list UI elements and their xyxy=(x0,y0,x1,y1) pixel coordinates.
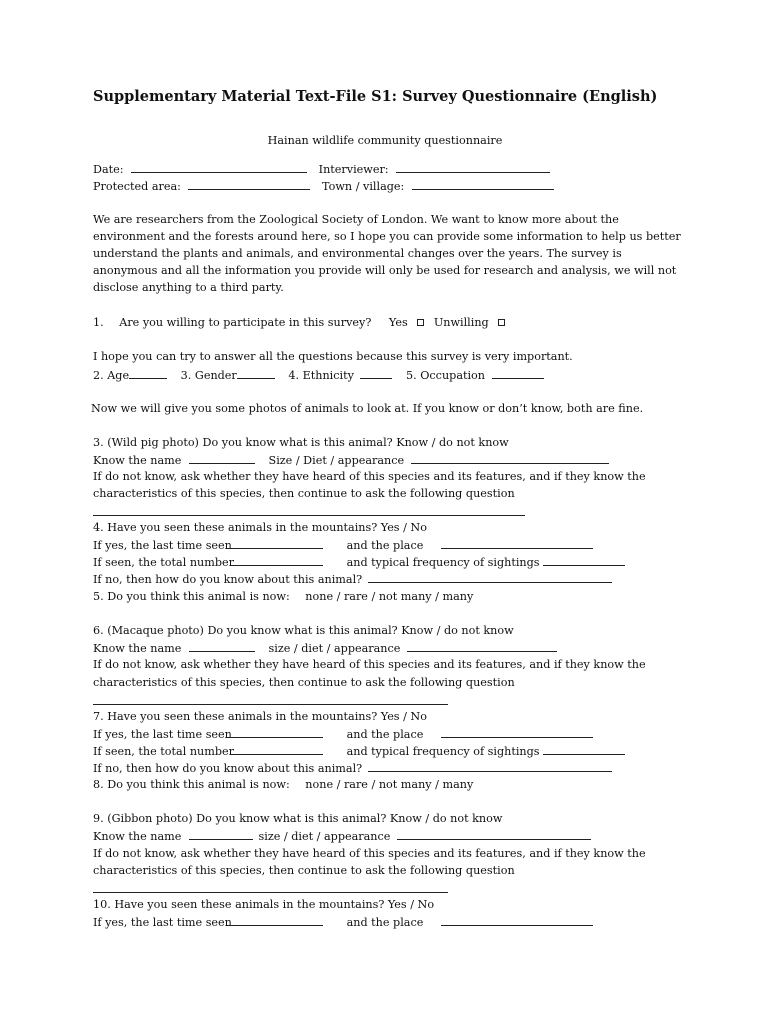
q4-last-time-row xyxy=(93,538,593,553)
q9-know-name-label: Know the name xyxy=(93,830,182,843)
q3-know-name-blank[interactable] xyxy=(189,453,255,464)
q4-frequency-label: and typical frequency of sightings xyxy=(346,556,540,569)
q8-options[interactable]: none / rare / not many / many xyxy=(305,778,474,791)
q9-size-label: size / diet / appearance xyxy=(258,830,391,843)
q10-last-time-row xyxy=(93,915,593,930)
q4-total-row xyxy=(93,555,625,570)
q1-unwilling-label: Unwilling xyxy=(433,316,489,329)
date-blank[interactable] xyxy=(131,162,307,173)
q9-question: 9. (Gibbon photo) Do you know what is this animal? Know / do not know xyxy=(93,812,503,825)
q10-last-time-label: If yes, the last time seen xyxy=(93,916,232,929)
protected-area-blank[interactable] xyxy=(188,179,310,190)
hope-text: I hope you can try to answer all the questions because this survey is very important. xyxy=(93,350,573,363)
town-village-blank[interactable] xyxy=(412,179,554,190)
q5-row xyxy=(93,590,473,604)
questionnaire-subtitle: Hainan wildlife community questionnaire xyxy=(267,134,503,147)
photo-intro: Now we will give you some photos of animals to look at. If you know or don’t know, both are fine. xyxy=(91,402,644,415)
q4-total-label: If seen, the total number xyxy=(93,556,234,569)
q7-total-blank[interactable] xyxy=(230,744,323,755)
q6-size-label: size / diet / appearance xyxy=(268,642,401,655)
q3-know-row xyxy=(93,453,609,468)
q7-total-row xyxy=(93,744,625,759)
q4-how-know-blank[interactable] xyxy=(368,572,612,583)
q3-know-name-label: Know the name xyxy=(93,454,182,467)
q3-if-not-2: characteristics of this species, then continue to ask the following question xyxy=(93,487,515,500)
q10-place-label: and the place xyxy=(346,916,424,929)
q6-size-blank[interactable] xyxy=(407,641,557,652)
q9-if-not-1: If do not know, ask whether they have heard of this species and its features, and if they know the xyxy=(93,847,646,860)
header-row-1 xyxy=(93,162,550,177)
q3-size-label: Size / Diet / appearance xyxy=(268,454,405,467)
q7-place-label: and the place xyxy=(346,728,424,741)
gender-blank[interactable] xyxy=(237,368,275,379)
q4-place-label: and the place xyxy=(346,539,424,552)
interviewer-blank[interactable] xyxy=(396,162,550,173)
q5-text: 5. Do you think this animal is now: xyxy=(93,590,290,603)
demographics-row xyxy=(93,368,544,383)
q7-question: 7. Have you seen these animals in the mountains? Yes / No xyxy=(93,710,427,723)
q3-answer-line[interactable] xyxy=(93,515,525,516)
document-title: Supplementary Material Text-File S1: Survey Questionnaire (English) xyxy=(93,88,658,105)
q5-options[interactable]: none / rare / not many / many xyxy=(305,590,474,603)
q3-if-not-1: If do not know, ask whether they have heard of this species and its features, and if they know the xyxy=(93,470,646,483)
q1-unwilling-checkbox[interactable] xyxy=(498,319,505,326)
q7-place-blank[interactable] xyxy=(441,727,593,738)
q6-if-not-1: If do not know, ask whether they have heard of this species and its features, and if they know the xyxy=(93,658,646,671)
age-label: 2. Age xyxy=(93,369,130,382)
q10-question: 10. Have you seen these animals in the mountains? Yes / No xyxy=(93,898,435,911)
q7-last-time-blank[interactable] xyxy=(227,727,323,738)
q1-yes-label: Yes xyxy=(388,316,408,329)
q6-know-row xyxy=(93,641,557,656)
q4-total-blank[interactable] xyxy=(230,555,323,566)
protected-area-label: Protected area: xyxy=(93,180,181,193)
q1-text: Are you willing to participate in this survey? xyxy=(119,316,372,329)
q6-know-name-blank[interactable] xyxy=(189,641,255,652)
occupation-blank[interactable] xyxy=(492,368,544,379)
q7-last-time-row xyxy=(93,727,593,742)
q3-size-blank[interactable] xyxy=(411,453,609,464)
q7-how-know-blank[interactable] xyxy=(368,761,612,772)
ethnicity-blank[interactable] xyxy=(360,368,392,379)
q9-know-row xyxy=(93,829,591,844)
gender-label: 3. Gender xyxy=(180,369,237,382)
q8-row xyxy=(93,778,473,792)
question-1 xyxy=(93,316,511,330)
q4-frequency-blank[interactable] xyxy=(543,555,625,566)
occupation-label: 5. Occupation xyxy=(406,369,486,382)
intro-paragraph: We are researchers from the Zoological Society of London. We want to know more about the environment and the forests around here, so I hope you can provide some information to help us better understand the plants and animals, and environmental changes over the years. The survey is anonymous and all the information you provide will only be used for research and analysis, we will not disclose anything to a third party. xyxy=(93,213,681,294)
date-label: Date: xyxy=(93,163,124,176)
q8-text: 8. Do you think this animal is now: xyxy=(93,778,290,791)
town-village-label: Town / village: xyxy=(322,180,405,193)
q4-last-time-label: If yes, the last time seen xyxy=(93,539,232,552)
q7-how-know-label: If no, then how do you know about this animal? xyxy=(93,762,363,775)
q4-place-blank[interactable] xyxy=(441,538,593,549)
q1-number: 1. xyxy=(93,316,104,329)
q3-question: 3. (Wild pig photo) Do you know what is this animal? Know / do not know xyxy=(93,436,509,449)
header-row-2 xyxy=(93,179,554,194)
q10-place-blank[interactable] xyxy=(441,915,593,926)
q7-how-know-row xyxy=(93,761,612,776)
q6-question: 6. (Macaque photo) Do you know what is this animal? Know / do not know xyxy=(93,624,514,637)
interviewer-label: Interviewer: xyxy=(318,163,389,176)
q6-answer-line[interactable] xyxy=(93,704,448,705)
q1-yes-checkbox[interactable] xyxy=(417,319,424,326)
q4-question: 4. Have you seen these animals in the mountains? Yes / No xyxy=(93,521,427,534)
age-blank[interactable] xyxy=(129,368,167,379)
q4-how-know-label: If no, then how do you know about this animal? xyxy=(93,573,363,586)
q9-if-not-2: characteristics of this species, then continue to ask the following question xyxy=(93,864,515,877)
q7-frequency-label: and typical frequency of sightings xyxy=(346,745,540,758)
q9-know-name-blank[interactable] xyxy=(189,829,253,840)
q9-size-blank[interactable] xyxy=(397,829,591,840)
q7-frequency-blank[interactable] xyxy=(543,744,625,755)
q4-last-time-blank[interactable] xyxy=(227,538,323,549)
q7-last-time-label: If yes, the last time seen xyxy=(93,728,232,741)
q4-how-know-row xyxy=(93,572,612,587)
q10-last-time-blank[interactable] xyxy=(227,915,323,926)
q6-know-name-label: Know the name xyxy=(93,642,182,655)
q9-answer-line[interactable] xyxy=(93,892,448,893)
q7-total-label: If seen, the total number xyxy=(93,745,234,758)
ethnicity-label: 4. Ethnicity xyxy=(288,369,354,382)
q6-if-not-2: characteristics of this species, then continue to ask the following question xyxy=(93,676,515,689)
